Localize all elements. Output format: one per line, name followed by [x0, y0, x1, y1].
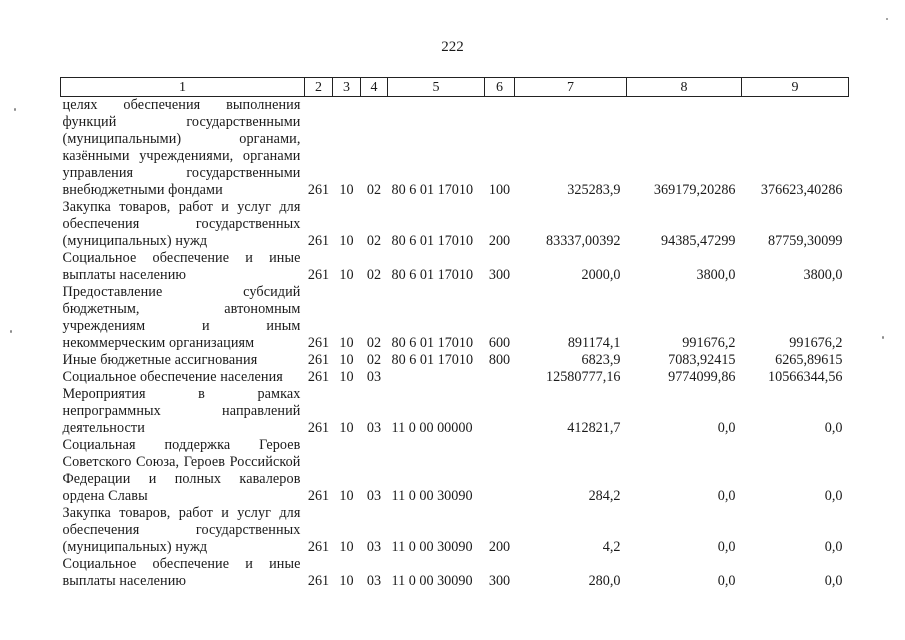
row-code-6: 300 [488, 573, 511, 589]
row-code-2: 261 [307, 233, 330, 249]
row-value-7: 6823,9 [581, 352, 621, 368]
row-value-7: 891174,1 [567, 335, 621, 351]
row-value-8: 0,0 [717, 488, 736, 504]
row-value-8: 991676,2 [682, 335, 736, 351]
row-code-6: 200 [488, 233, 511, 249]
row-name: Иные бюджетные ассигнования [62, 352, 258, 368]
row-name: Социальное обеспечение населения [62, 369, 283, 385]
row-code-4: 03 [366, 573, 382, 589]
table-row [61, 97, 849, 200]
row-code-5: 80 6 01 17010 [391, 352, 474, 368]
row-name: целях обеспечения выполнения функций государственными (муниципальными) органами, казёнными учреждениями, органами управления государственными внебюджетными фондами [62, 97, 301, 198]
row-code-2: 261 [307, 182, 330, 198]
row-code-2: 261 [307, 267, 330, 283]
row-code-3: 10 [339, 352, 354, 368]
row-code-3: 10 [339, 369, 354, 385]
row-code-3: 10 [339, 233, 354, 249]
row-code-4: 03 [366, 420, 382, 436]
row-value-7: 284,2 [588, 488, 621, 504]
header-col-3: 3 [333, 78, 361, 97]
row-value-7: 280,0 [588, 573, 621, 589]
row-value-7: 4,2 [602, 539, 621, 555]
header-col-9: 9 [742, 78, 849, 97]
row-name: Мероприятия в рамках непрограммных направлений деятельности [62, 386, 301, 436]
row-value-8: 3800,0 [696, 267, 736, 283]
row-value-9: 0,0 [824, 539, 843, 555]
row-value-9: 0,0 [824, 488, 843, 504]
row-code-2: 261 [307, 369, 330, 385]
row-code-5: 80 6 01 17010 [391, 267, 474, 283]
row-value-9: 10566344,56 [768, 369, 843, 385]
row-code-6: 600 [488, 335, 511, 351]
header-col-1: 1 [61, 78, 305, 97]
row-code-3: 10 [339, 420, 354, 436]
row-code-6 [485, 369, 515, 386]
row-code-4: 02 [366, 182, 382, 198]
table-row [61, 556, 849, 590]
row-code-6: 200 [488, 539, 511, 555]
header-col-8: 8 [627, 78, 742, 97]
row-code-5: 11 0 00 30090 [391, 573, 473, 589]
row-code-3: 10 [339, 488, 354, 504]
row-code-6: 800 [488, 352, 511, 368]
row-value-9: 0,0 [824, 573, 843, 589]
row-code-5: 80 6 01 17010 [391, 182, 474, 198]
header-col-5: 5 [388, 78, 485, 97]
header-row [61, 78, 849, 97]
row-code-3: 10 [339, 335, 354, 351]
row-code-5: 11 0 00 00000 [391, 420, 473, 436]
table-row [61, 369, 849, 386]
row-code-4: 03 [366, 369, 382, 385]
row-code-4: 02 [366, 335, 382, 351]
row-value-7: 412821,7 [567, 420, 621, 436]
header-col-6: 6 [485, 78, 515, 97]
row-code-5: 80 6 01 17010 [391, 335, 474, 351]
row-code-2: 261 [307, 539, 330, 555]
row-code-4: 03 [366, 539, 382, 555]
row-value-7: 2000,0 [581, 267, 621, 283]
budget-table [60, 77, 849, 590]
row-code-5: 11 0 00 30090 [391, 488, 473, 504]
row-value-9: 991676,2 [789, 335, 843, 351]
row-code-2: 261 [307, 573, 330, 589]
row-value-8: 0,0 [717, 420, 736, 436]
row-value-7: 12580777,16 [546, 369, 621, 385]
row-code-5 [388, 369, 485, 386]
row-value-7: 83337,00392 [546, 233, 621, 249]
row-value-8: 7083,92415 [668, 352, 736, 368]
row-code-3: 10 [339, 573, 354, 589]
row-code-4: 02 [366, 233, 382, 249]
row-code-5: 11 0 00 30090 [391, 539, 473, 555]
row-code-3: 10 [339, 182, 354, 198]
scan-speck [10, 330, 12, 333]
row-code-2: 261 [307, 420, 330, 436]
row-value-9: 6265,89615 [775, 352, 843, 368]
row-value-8: 0,0 [717, 573, 736, 589]
header-col-2: 2 [305, 78, 333, 97]
row-code-4: 02 [366, 267, 382, 283]
header-col-7: 7 [515, 78, 627, 97]
row-value-8: 94385,47299 [661, 233, 736, 249]
row-value-7: 325283,9 [567, 182, 621, 198]
scan-speck [886, 18, 888, 20]
row-value-9: 376623,40286 [760, 182, 843, 198]
row-name: Предоставление субсидий бюджетным, автономным учреждениям и иным некоммерческим организациям [62, 284, 301, 351]
row-code-6 [485, 437, 515, 505]
row-code-2: 261 [307, 352, 330, 368]
row-code-5: 80 6 01 17010 [391, 233, 474, 249]
row-code-2: 261 [307, 335, 330, 351]
row-code-3: 10 [339, 267, 354, 283]
header-col-4: 4 [361, 78, 388, 97]
row-code-3: 10 [339, 539, 354, 555]
row-code-2: 261 [307, 488, 330, 504]
scan-speck [14, 108, 16, 111]
row-value-8: 0,0 [717, 539, 736, 555]
table-row [61, 505, 849, 556]
row-value-9: 3800,0 [803, 267, 843, 283]
row-code-6: 300 [488, 267, 511, 283]
row-name: Закупка товаров, работ и услуг для обеспечения государственных (муниципальных) нужд [62, 199, 301, 249]
row-value-9: 87759,30099 [768, 233, 843, 249]
row-name: Социальное обеспечение и иные выплаты населению [62, 556, 301, 589]
row-name: Социальное обеспечение и иные выплаты населению [62, 250, 301, 283]
scan-speck [882, 336, 884, 339]
page-number: 222 [441, 39, 464, 55]
table-row [61, 284, 849, 352]
row-value-9: 0,0 [824, 420, 843, 436]
table-row [61, 199, 849, 250]
row-code-4: 02 [366, 352, 382, 368]
row-value-8: 9774099,86 [668, 369, 736, 385]
table-row [61, 352, 849, 369]
table-row [61, 437, 849, 505]
row-code-4: 03 [366, 488, 382, 504]
table-row [61, 250, 849, 284]
row-code-6: 100 [488, 182, 511, 198]
row-value-8: 369179,20286 [653, 182, 736, 198]
row-code-6 [485, 386, 515, 437]
row-name: Социальная поддержка Героев Советского Союза, Героев Российской Федерации и полных кавалеров ордена Славы [62, 437, 301, 504]
table-row [61, 386, 849, 437]
row-name: Закупка товаров, работ и услуг для обеспечения государственных (муниципальных) нужд [62, 505, 301, 555]
